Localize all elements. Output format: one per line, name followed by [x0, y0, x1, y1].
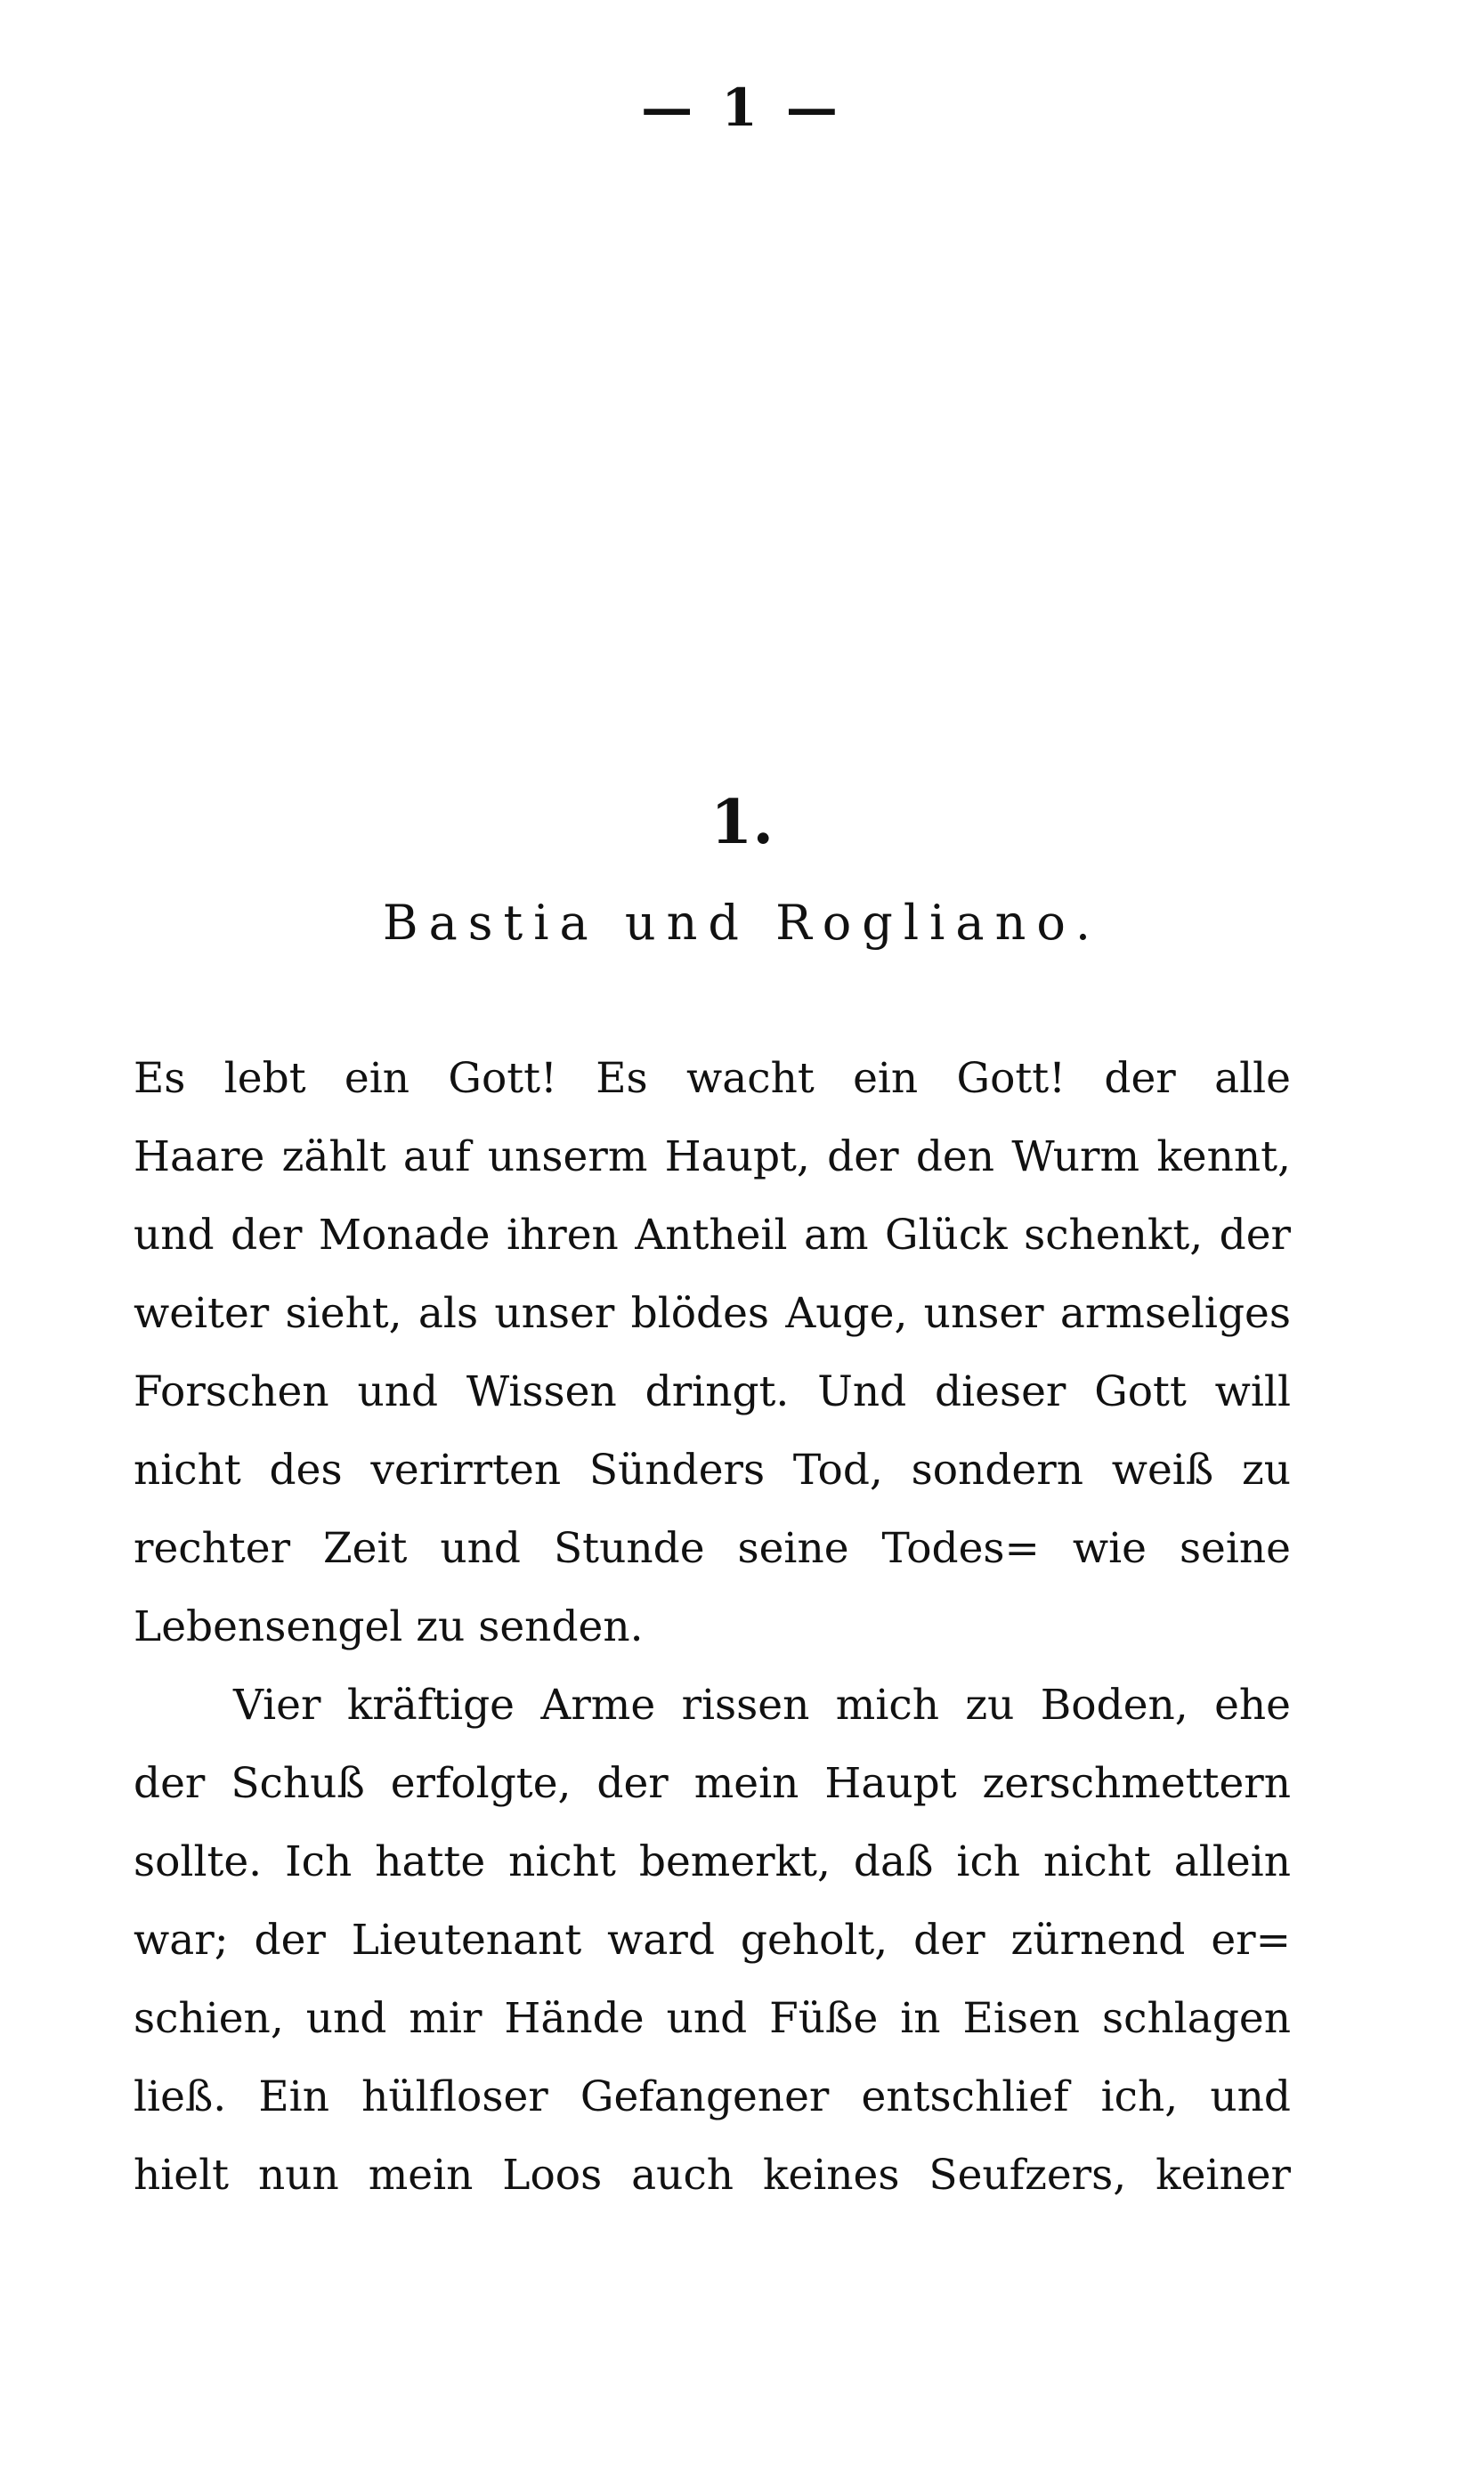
text-line: und der Monade ihren Antheil am Glück schenkt, der — [134, 1211, 1291, 1260]
text-line: war; der Lieutenant ward geholt, der zürnend er= — [134, 1916, 1291, 1965]
text-line: rechter Zeit und Stunde seine Todes= wie seine — [134, 1524, 1291, 1573]
text-line: weiter sieht, als unser blödes Auge, unser armseliges — [134, 1289, 1291, 1338]
paragraph-2 — [134, 1666, 1291, 2215]
chapter-title: Bastia und Rogliano. — [382, 895, 1102, 951]
text-line: Lebensengel zu senden. — [134, 1602, 644, 1651]
text-line: Es lebt ein Gott! Es wacht ein Gott! der alle — [134, 1054, 1291, 1103]
text-line: hielt nun mein Loos auch keines Seufzers, keiner — [134, 2151, 1291, 2200]
chapter-number: 1. — [710, 787, 774, 858]
paragraph-1 — [134, 1040, 1291, 1666]
text-line: sollte. Ich hatte nicht bemerkt, daß ich nicht allein — [134, 1837, 1291, 1886]
text-line: schien, und mir Hände und Füße in Eisen schlagen — [134, 1994, 1291, 2043]
text-line: Haare zählt auf unserm Haupt, der den Wurm kennt, — [134, 1132, 1291, 1181]
text-line: Forschen und Wissen dringt. Und dieser Gott will — [134, 1367, 1291, 1416]
text-line: ließ. Ein hülfloser Gefangener entschlief ich, und — [134, 2072, 1291, 2121]
running-head-page-number: — 1 — — [641, 77, 843, 138]
body-text — [134, 1040, 1291, 2215]
text-line: Vier kräftige Arme rissen mich zu Boden, ehe — [233, 1681, 1291, 1730]
text-line: der Schuß erfolgte, der mein Haupt zerschmettern — [134, 1759, 1291, 1808]
text-line: nicht des verirrten Sünders Tod, sondern weiß zu — [134, 1446, 1291, 1495]
